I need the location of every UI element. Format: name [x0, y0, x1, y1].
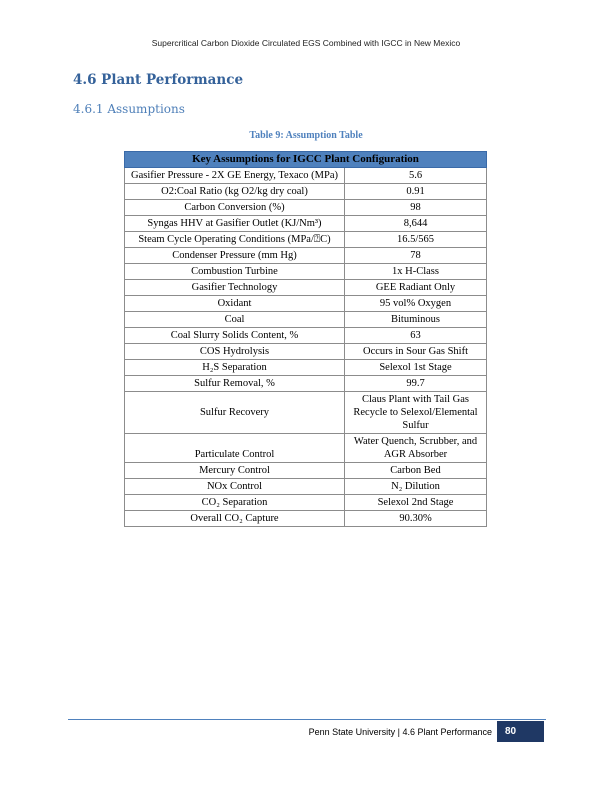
section-title: 4.6 Plant Performance [73, 72, 244, 88]
table-row [125, 463, 487, 479]
page-number: 80 [497, 721, 544, 742]
row-value: Claus Plant with Tail Gas Recycle to Selexol/Elemental Sulfur [345, 392, 487, 434]
table-row [125, 312, 487, 328]
table-header: Key Assumptions for IGCC Plant Configuration [125, 152, 487, 168]
row-label: Mercury Control [125, 463, 345, 479]
row-value: Carbon Bed [345, 463, 487, 479]
footer-divider [68, 719, 546, 720]
table-row [125, 344, 487, 360]
row-label: Coal [125, 312, 345, 328]
row-value: 99.7 [345, 376, 487, 392]
row-label: Particulate Control [125, 434, 345, 463]
row-label: COS Hydrolysis [125, 344, 345, 360]
row-value: 63 [345, 328, 487, 344]
row-value: 0.91 [345, 184, 487, 200]
row-label: Gasifier Technology [125, 280, 345, 296]
row-label: Steam Cycle Operating Conditions (MPa/⍰C) [125, 232, 345, 248]
table-row [125, 434, 487, 463]
assumption-table [124, 151, 487, 527]
row-label: O2:Coal Ratio (kg O2/kg dry coal) [125, 184, 345, 200]
row-label: Sulfur Recovery [125, 392, 345, 434]
row-label: Carbon Conversion (%) [125, 200, 345, 216]
row-value: Occurs in Sour Gas Shift [345, 344, 487, 360]
row-value: 16.5/565 [345, 232, 487, 248]
subsection-title: 4.6.1 Assumptions [73, 102, 185, 116]
table-row [125, 511, 487, 527]
table-row [125, 200, 487, 216]
table-row [125, 168, 487, 184]
row-value: 8,644 [345, 216, 487, 232]
row-value: 5.6 [345, 168, 487, 184]
table-row [125, 280, 487, 296]
row-value: 98 [345, 200, 487, 216]
table-row [125, 376, 487, 392]
table-row [125, 479, 487, 495]
table-row [125, 264, 487, 280]
row-value: GEE Radiant Only [345, 280, 487, 296]
table-row [125, 392, 487, 434]
row-label: Combustion Turbine [125, 264, 345, 280]
table-row [125, 296, 487, 312]
running-header: Supercritical Carbon Dioxide Circulated EGS Combined with IGCC in New Mexico [151, 38, 461, 48]
row-label: Coal Slurry Solids Content, % [125, 328, 345, 344]
table-row [125, 360, 487, 376]
row-value: Selexol 1st Stage [345, 360, 487, 376]
row-value: 78 [345, 248, 487, 264]
row-label: Overall CO₂ Capture [125, 511, 345, 527]
row-value: 90.30% [345, 511, 487, 527]
table-row [125, 328, 487, 344]
row-value: 1x H-Class [345, 264, 487, 280]
row-value: 95 vol% Oxygen [345, 296, 487, 312]
row-label: NOx Control [125, 479, 345, 495]
table-caption: Table 9: Assumption Table [249, 130, 363, 141]
row-value: Water Quench, Scrubber, and AGR Absorber [345, 434, 487, 463]
row-label: Condenser Pressure (mm Hg) [125, 248, 345, 264]
table-header-row [125, 152, 487, 168]
table-row [125, 495, 487, 511]
row-label: H₂S Separation [125, 360, 345, 376]
table-row [125, 232, 487, 248]
table-row [125, 216, 487, 232]
table-row [125, 248, 487, 264]
table-row [125, 184, 487, 200]
row-label: Sulfur Removal, % [125, 376, 345, 392]
row-value: Bituminous [345, 312, 487, 328]
row-label: Gasifier Pressure - 2X GE Energy, Texaco (MPa) [125, 168, 345, 184]
row-value: Selexol 2nd Stage [345, 495, 487, 511]
row-label: CO₂ Separation [125, 495, 345, 511]
row-label: Syngas HHV at Gasifier Outlet (KJ/Nm³) [125, 216, 345, 232]
footer-text: Penn State University | 4.6 Plant Performance [308, 727, 492, 737]
row-value: N₂ Dilution [345, 479, 487, 495]
row-label: Oxidant [125, 296, 345, 312]
